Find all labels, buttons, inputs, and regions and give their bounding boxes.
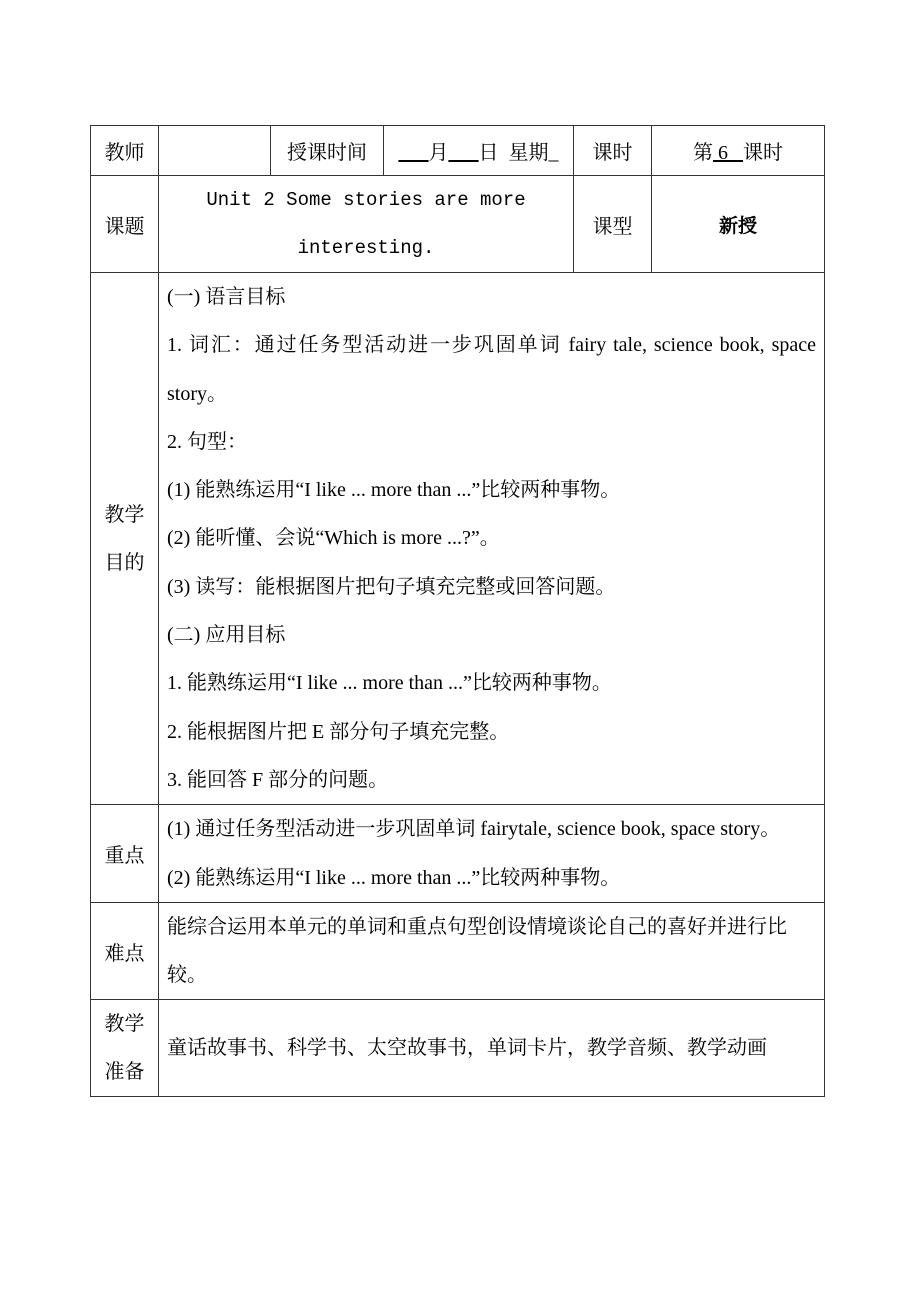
objectives-content [159,273,825,805]
objective-line: 3. 能回答 F 部分的问题。 [167,768,389,791]
objectives-label [91,273,159,805]
objective-line: (2) 能听懂、会说“Which is more ...?”。 [167,527,500,550]
weekday-label: 星期_ [508,142,559,164]
time-value [384,126,574,176]
month-blank: ___ [398,142,429,164]
topic-title [159,176,574,273]
key-point-line: (2) 能熟练运用“I like ... more than ...”比较两种事物。 [167,866,621,889]
topic-label: 课题 [91,176,159,273]
objectives-label-line2: 目的 [104,551,145,574]
period-label: 课时 [574,126,652,176]
period-number-text: 6 [718,142,728,164]
period-suffix: 课时 [743,142,783,164]
month-label: 月 [428,142,449,164]
objective-line: (1) 能熟练运用“I like ... more than ...”比较两种事物。 [167,479,621,502]
difficulties-content: 能综合运用本单元的单词和重点句型创设情境谈论自己的喜好并进行比较。 [159,902,825,1000]
lesson-plan-table [90,125,825,1097]
topic-row [91,176,825,273]
teacher-value [159,126,271,176]
objectives-label-line1: 教学 [104,503,145,526]
key-points-label: 重点 [91,805,159,903]
header-row [91,126,825,176]
objectives-row [91,273,825,805]
period-number [713,142,743,164]
type-value: 新授 [652,176,825,273]
period-prefix: 第 [693,142,713,164]
preparation-content: 童话故事书、科学书、太空故事书，单词卡片，教学音频、教学动画 [159,1000,825,1097]
objective-line: 1. 能熟练运用“I like ... more than ...”比较两种事物。 [167,672,612,695]
teacher-label: 教师 [91,126,159,176]
day-blank: ___ [448,142,479,164]
key-points-row [91,805,825,903]
objective-line: (一) 语言目标 [167,286,286,308]
objective-line: (3) 读写：能根据图片把句子填充完整或回答问题。 [167,575,616,598]
preparation-label-line1: 教学 [104,1013,145,1036]
difficulties-row [91,902,825,1000]
objective-line: 1. 词汇：通过任务型活动进一步巩固单词 fairy tale, science book, space story。 [167,334,816,405]
difficulties-label: 难点 [91,902,159,1000]
day-label: 日 [478,142,499,164]
preparation-label-line2: 准备 [104,1061,145,1084]
key-point-line: (1) 通过任务型活动进一步巩固单词 fairytale, science book, space story。 [167,818,781,841]
period-value [652,126,825,176]
objective-line: (二) 应用目标 [167,624,286,647]
topic-title-line1: Unit 2 Some stories are more [206,189,526,211]
objective-line: 2. 能根据图片把 E 部分句子填充完整。 [167,720,510,743]
key-points-content [159,805,825,903]
objective-line: 2. 句型： [167,430,247,453]
preparation-label [91,1000,159,1097]
type-label: 课型 [574,176,652,273]
preparation-row [91,1000,825,1097]
time-label: 授课时间 [271,126,384,176]
topic-title-line2: interesting. [297,237,435,259]
